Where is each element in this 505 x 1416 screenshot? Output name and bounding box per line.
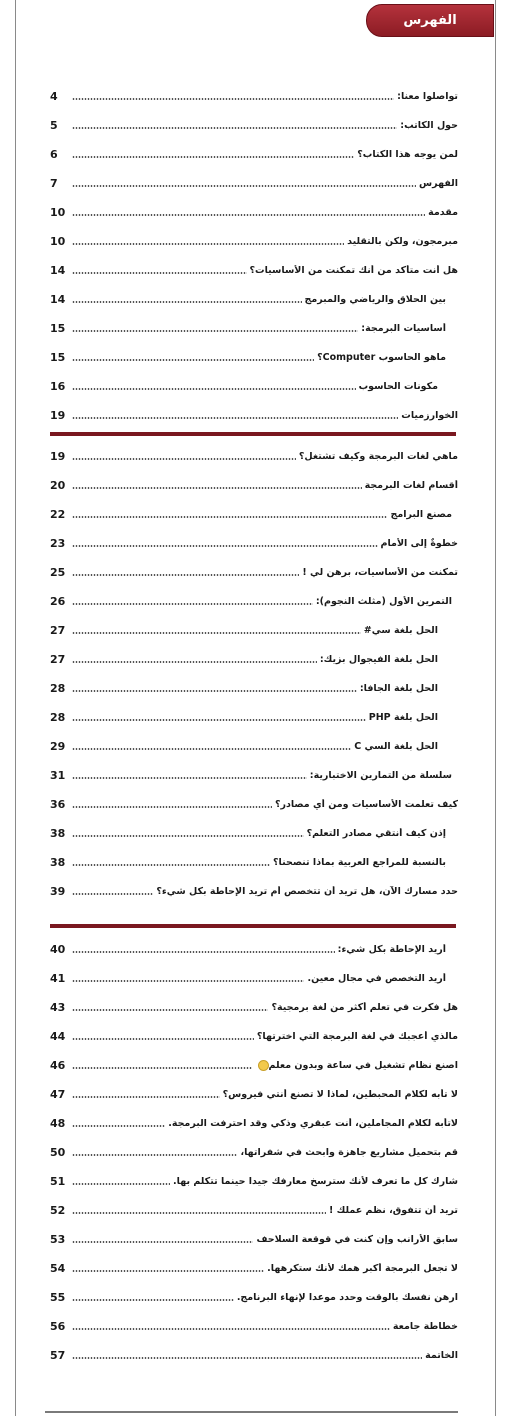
toc-entry[interactable] [50, 707, 458, 727]
toc-entry-title: الحل بلغة الفيجوال بزيك: [319, 653, 438, 665]
toc-dot-leader [72, 1328, 390, 1330]
toc-dot-leader [72, 1096, 220, 1098]
toc-entry[interactable] [50, 260, 458, 280]
toc-entry-title: ماهو الحاسوب Computer؟ [317, 351, 446, 363]
toc-entry-title: شارك كل ما تعرف لأنك سترسخ معارفك جيدا حينما تتكلم بها. [173, 1175, 458, 1187]
toc-page-number: 19 [50, 408, 66, 422]
toc-entry-title: الفهرس [419, 177, 458, 189]
toc-page-number: 54 [50, 1261, 66, 1275]
toc-entry-title: حدد مسارك الآن، هل تريد أن تتخصص أم تريد الإحاطة بكل شيء؟ [156, 885, 458, 897]
toc-entry[interactable] [50, 881, 458, 901]
toc-entry[interactable] [50, 562, 458, 582]
toc-entry[interactable] [50, 86, 458, 106]
toc-entry[interactable] [50, 997, 458, 1017]
toc-dot-leader [72, 487, 362, 489]
toc-page-number: 38 [50, 826, 66, 840]
toc-dot-leader [72, 1357, 422, 1359]
toc-page-number: 14 [50, 292, 66, 306]
toc-entry[interactable] [50, 405, 458, 425]
section-header-title: الفهرس [403, 13, 457, 28]
toc-entry-title: لا تجعل البرمجة أكبر همك لأنك ستكرهها. [267, 1262, 458, 1274]
toc-dot-leader [72, 690, 357, 692]
toc-entry-title: حول الكاتب: [400, 119, 458, 131]
toc-entry-title: الحل بلغة الجافا: [359, 682, 438, 694]
toc-entry-title: هل أنت متأكد من أنك تمكنت من الأساسيات؟ [249, 264, 458, 276]
toc-page-number: 36 [50, 797, 66, 811]
toc-entry[interactable] [50, 1142, 458, 1162]
toc-dot-leader [72, 1241, 253, 1243]
toc-page-number: 10 [50, 234, 66, 248]
toc-dot-leader [72, 603, 313, 605]
toc-entry-title: التمرين الأول (مثلث النجوم): [315, 595, 452, 607]
toc-entry[interactable] [50, 678, 458, 698]
toc-page-number: 15 [50, 321, 66, 335]
toc-entry-title: مقدمة [428, 206, 458, 218]
toc-dot-leader [72, 185, 416, 187]
toc-entry[interactable] [50, 852, 458, 872]
toc-dot-leader [72, 359, 314, 361]
toc-page-number: 39 [50, 884, 66, 898]
toc-dot-leader [72, 301, 302, 303]
toc-dot-leader [72, 214, 425, 216]
toc-dot-leader [72, 1125, 165, 1127]
toc-entry[interactable] [50, 1084, 458, 1104]
toc-entry[interactable] [50, 1200, 458, 1220]
toc-entry-title: مبرمجون، ولكن بالتقليد [347, 235, 458, 247]
toc-entry[interactable] [50, 504, 458, 524]
toc-entry-title: لاتأبه لكلام المجاملين، أنت عبقري وذكي وقد احترفت البرمجة. [168, 1117, 458, 1129]
toc-entry-title: إذن كيف أنتقي مصادر التعلم؟ [306, 827, 446, 839]
toc-page-number: 23 [50, 536, 66, 550]
toc-entry[interactable] [50, 620, 458, 640]
toc-entry-title: الحل بلغة السي C [354, 740, 438, 752]
toc-dot-leader [72, 806, 272, 808]
page-frame-bottom [45, 1411, 458, 1413]
toc-entry[interactable] [50, 1316, 458, 1336]
toc-dot-leader [72, 1154, 237, 1156]
toc-page-number: 7 [50, 176, 58, 190]
toc-entry[interactable] [50, 939, 458, 959]
toc-entry[interactable] [50, 533, 458, 553]
toc-entry[interactable] [50, 968, 458, 988]
toc-page-number: 29 [50, 739, 66, 753]
toc-dot-leader [72, 1038, 254, 1040]
toc-page-number: 40 [50, 942, 66, 956]
toc-entry-title: بين الحلاق والرياضي والمبرمج [304, 293, 446, 305]
toc-dot-leader [72, 545, 378, 547]
toc-entry[interactable] [50, 115, 458, 135]
toc-dot-leader [72, 1067, 252, 1069]
toc-dot-leader [72, 330, 358, 332]
toc-entry-title: الخوارزميات [401, 409, 458, 421]
toc-entry-title: الحل بلغة سي# [363, 624, 438, 636]
toc-entry-title: خطاطة جامعة [392, 1320, 458, 1332]
toc-entry[interactable] [50, 649, 458, 669]
toc-dot-leader [72, 388, 356, 390]
smiley-icon [258, 1060, 269, 1071]
toc-page-number: 47 [50, 1087, 66, 1101]
toc-entry-title: كيف تعلمت الأساسيات ومن أي مصادر؟ [274, 798, 458, 810]
toc-page-number: 43 [50, 1000, 66, 1014]
toc-entry[interactable] [50, 173, 458, 193]
toc-dot-leader [72, 777, 307, 779]
toc-dot-leader [72, 864, 270, 866]
toc-dot-leader [72, 516, 387, 518]
section-divider [50, 924, 456, 928]
page-frame-right [495, 0, 496, 1416]
toc-dot-leader [72, 893, 153, 895]
toc-page-number: 44 [50, 1029, 66, 1043]
toc-page-number: 31 [50, 768, 66, 782]
toc-entry-title: لمن يوجه هذا الكتاب؟ [357, 148, 458, 160]
toc-entry-title: مكونات الحاسوب [358, 380, 438, 392]
toc-entry[interactable] [50, 1345, 458, 1365]
toc-entry-title: لا تأبه لكلام المحبطين، لماذا لا تصنع أنتي فيروس؟ [222, 1088, 458, 1100]
toc-entry[interactable] [50, 765, 458, 785]
toc-entry-title: ماهي لغات البرمجة وكيف تشتغل؟ [298, 450, 458, 462]
toc-page-number: 6 [50, 147, 58, 161]
toc-page-number: 28 [50, 681, 66, 695]
toc-entry-title: أريد التخصص في مجال معين. [307, 972, 446, 984]
toc-entry-title: تريد أن تتفوق، نظم عملك ! [329, 1204, 458, 1216]
toc-entry-title: تمكنت من الأساسيات، برهن لي ! [302, 566, 458, 578]
toc-dot-leader [72, 1212, 326, 1214]
toc-dot-leader [72, 661, 317, 663]
toc-entry[interactable] [50, 1171, 458, 1191]
toc-entry-title: بالنسبة للمراجع العربية بماذا تنصحنا؟ [273, 856, 446, 868]
toc-dot-leader [72, 127, 397, 129]
toc-page-number: 26 [50, 594, 66, 608]
toc-page-number: 14 [50, 263, 66, 277]
toc-page-number: 56 [50, 1319, 66, 1333]
toc-page-number: 4 [50, 89, 58, 103]
toc-dot-leader [72, 1183, 170, 1185]
toc-entry[interactable] [50, 736, 458, 756]
toc-page-number: 27 [50, 652, 66, 666]
section-header-tab [366, 4, 494, 37]
toc-entry-title: أساسيات البرمجة: [361, 322, 446, 334]
toc-entry[interactable] [50, 1287, 458, 1307]
toc-dot-leader [72, 748, 351, 750]
toc-page-number: 27 [50, 623, 66, 637]
toc-entry-title: أريد الإحاطة بكل شيء: [337, 943, 446, 955]
toc-dot-leader [72, 980, 304, 982]
toc-entry[interactable] [50, 144, 458, 164]
toc-entry[interactable] [50, 475, 458, 495]
toc-dot-leader [72, 243, 344, 245]
toc-entry[interactable] [50, 794, 458, 814]
toc-dot-leader [72, 1270, 264, 1272]
toc-entry-title: ارهن نفسك بالوقت وحدد موعدا لإنهاء البرنامج. [236, 1291, 458, 1303]
toc-page-number: 46 [50, 1058, 66, 1072]
toc-page-number: 16 [50, 379, 66, 393]
toc-dot-leader [72, 574, 299, 576]
toc-dot-leader [72, 719, 366, 721]
section-divider [50, 432, 456, 436]
toc-entry[interactable] [50, 318, 458, 338]
toc-entry-title: تواصلوا معنا: [397, 90, 458, 102]
toc-page-number: 5 [50, 118, 58, 132]
toc-entry[interactable] [50, 1258, 458, 1278]
toc-page-number: 22 [50, 507, 66, 521]
toc-entry[interactable] [50, 347, 458, 367]
toc-page-number: 55 [50, 1290, 66, 1304]
toc-entry[interactable] [50, 823, 458, 843]
toc-dot-leader [72, 1009, 268, 1011]
toc-dot-leader [72, 272, 247, 274]
toc-dot-leader [72, 1299, 234, 1301]
toc-entry[interactable] [50, 231, 458, 251]
toc-entry-title: قم بتحميل مشاريع جاهزة وابحث في شفراتها، [240, 1146, 458, 1158]
toc-entry-title: اصنع نظام تشغيل في ساعة وبدون معلم [268, 1059, 458, 1071]
toc-dot-leader [72, 417, 398, 419]
toc-page-number: 51 [50, 1174, 66, 1188]
toc-entry[interactable] [50, 376, 458, 396]
toc-dot-leader [72, 156, 354, 158]
page-frame-left [15, 0, 16, 1416]
toc-entry[interactable] [50, 1229, 458, 1249]
toc-entry-title: هل فكرت في تعلم أكثر من لغة برمجية؟ [271, 1001, 458, 1013]
toc-page-number: 19 [50, 449, 66, 463]
toc-page-number: 10 [50, 205, 66, 219]
toc-page-number: 20 [50, 478, 66, 492]
toc-entry[interactable] [50, 202, 458, 222]
toc-entry-title: الحل بلغة PHP [368, 711, 438, 723]
toc-page-number: 52 [50, 1203, 66, 1217]
toc-entry[interactable] [50, 1026, 458, 1046]
toc-entry[interactable] [50, 289, 458, 309]
toc-dot-leader [72, 835, 304, 837]
toc-dot-leader [72, 98, 394, 100]
toc-entry-title: سلسلة من التمارين الاختبارية: [309, 769, 452, 781]
toc-dot-leader [72, 951, 335, 953]
toc-entry-title: سابق الأرانب وإن كنت في قوقعة السلاحف [256, 1233, 458, 1245]
toc-entry-title: مالذي أعجبك في لغة البرمجة التي اخترتها؟ [256, 1030, 458, 1042]
toc-entry[interactable] [50, 1113, 458, 1133]
toc-entry[interactable] [50, 446, 458, 466]
toc-page-number: 50 [50, 1145, 66, 1159]
toc-page-number: 57 [50, 1348, 66, 1362]
toc-page-number: 41 [50, 971, 66, 985]
toc-page-number: 48 [50, 1116, 66, 1130]
toc-page-number: 28 [50, 710, 66, 724]
toc-dot-leader [72, 458, 296, 460]
toc-entry-title: أقسام لغات البرمجة [364, 479, 458, 491]
toc-page-number: 38 [50, 855, 66, 869]
toc-entry[interactable] [50, 591, 458, 611]
toc-entry-title: مصنع البرامج [390, 508, 452, 520]
toc-dot-leader [72, 632, 361, 634]
toc-entry-title: خطوةٌ إلى الأمام [380, 537, 458, 549]
toc-page-number: 53 [50, 1232, 66, 1246]
toc-page-number: 25 [50, 565, 66, 579]
toc-page-number: 15 [50, 350, 66, 364]
toc-entry-title: الخاتمة [425, 1349, 458, 1361]
toc-entry[interactable] [50, 1055, 458, 1075]
